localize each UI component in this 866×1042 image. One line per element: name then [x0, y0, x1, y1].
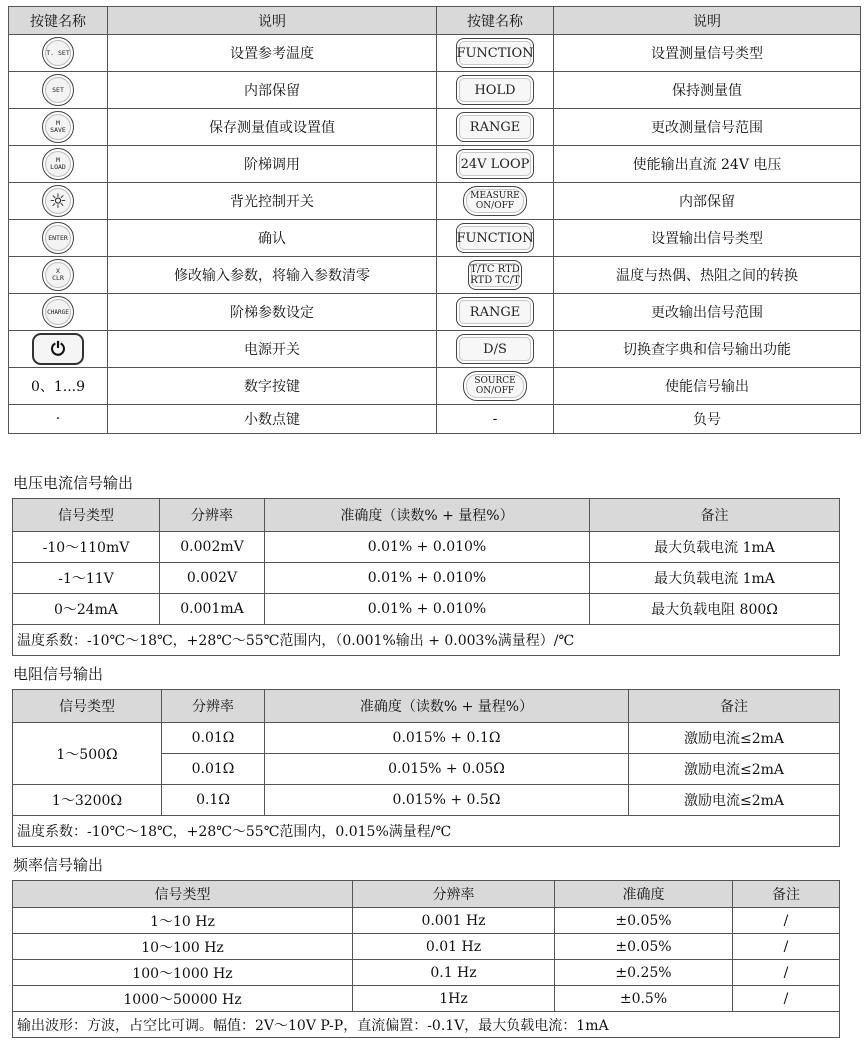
tset-key-icon: T. SET [42, 37, 74, 69]
tc-rtd-key-icon: T/TC RTD RTD TC/T [468, 260, 522, 290]
header-accuracy: 准确度（读数% + 量程%） [265, 499, 590, 532]
table-row [9, 331, 861, 368]
remark-cell: / [733, 934, 840, 960]
header-signal-type: 信号类型 [13, 499, 160, 532]
key-description: 电源开关 [108, 331, 437, 368]
decimal-key-label: · [9, 405, 108, 434]
24v-loop-key-icon: 24V LOOP [456, 149, 534, 179]
key-description: 使能输出直流 24V 电压 [554, 146, 861, 183]
table-row [13, 563, 840, 594]
signal-type-cell: 10～100 Hz [13, 934, 353, 960]
table-row [13, 986, 840, 1012]
key-description: 设置参考温度 [108, 35, 437, 72]
resistance-header-row [13, 690, 840, 723]
accuracy-cell: ±0.05% [555, 908, 733, 934]
resistance-section-title: 电阻信号输出 [13, 665, 104, 683]
accuracy-cell: 0.01% + 0.010% [265, 563, 590, 594]
table-row [9, 294, 861, 331]
function-key-icon: FUNCTION [456, 38, 534, 68]
table-row [9, 72, 861, 109]
resolution-cell: 0.01Ω [162, 754, 265, 785]
accuracy-cell: 0.01% + 0.010% [265, 532, 590, 563]
keys-header-row [9, 7, 861, 35]
key-description: 保持测量值 [554, 72, 861, 109]
header-description: 说明 [554, 7, 861, 35]
measure-onoff-key-icon: MEASURE ON/OFF [463, 186, 527, 216]
key-description: 确认 [108, 220, 437, 257]
key-description: 更改输出信号范围 [554, 294, 861, 331]
ds-key-icon: D/S [456, 334, 534, 364]
voltage-header-row [13, 499, 840, 532]
remark-cell: 最大负载电流 1mA [590, 563, 840, 594]
key-description: 使能信号输出 [554, 368, 861, 405]
signal-type-cell: -10～110mV [13, 532, 160, 563]
key-description: 更改测量信号范围 [554, 109, 861, 146]
footnote-row [13, 816, 840, 847]
accuracy-cell: 0.01% + 0.010% [265, 594, 590, 625]
resistance-table [12, 689, 840, 847]
table-row [13, 723, 840, 754]
voltage-section-title: 电压电流信号输出 [13, 474, 134, 492]
accuracy-cell: 0.015% + 0.05Ω [265, 754, 629, 785]
footnote-row [13, 1012, 840, 1038]
accuracy-cell: ±0.25% [555, 960, 733, 986]
load-key-icon: M LOAD [42, 148, 74, 180]
remark-cell: 激励电流≤2mA [629, 723, 840, 754]
key-description: 阶梯调用 [108, 146, 437, 183]
save-key-icon: M SAVE [42, 111, 74, 143]
key-description: 内部保留 [108, 72, 437, 109]
remark-cell: 激励电流≤2mA [629, 754, 840, 785]
accuracy-cell: 0.015% + 0.5Ω [265, 785, 629, 816]
footnote-row [13, 625, 840, 656]
resolution-cell: 0.001mA [160, 594, 265, 625]
range-key-icon: RANGE [456, 297, 534, 327]
key-description: 数字按键 [108, 368, 437, 405]
header-accuracy: 准确度 [555, 881, 733, 908]
minus-key-label: - [437, 405, 554, 434]
key-description: 阶梯参数设定 [108, 294, 437, 331]
table-row [9, 368, 861, 405]
table-row [9, 220, 861, 257]
table-row [13, 908, 840, 934]
set-key-icon: SET [42, 74, 74, 106]
resolution-cell: 0.1 Hz [353, 960, 555, 986]
key-description: 背光控制开关 [108, 183, 437, 220]
charge-key-icon: CHARGE [42, 296, 74, 328]
table-row [13, 934, 840, 960]
signal-type-cell: 1000～50000 Hz [13, 986, 353, 1012]
table-row [13, 594, 840, 625]
range-key-icon: RANGE [456, 112, 534, 142]
frequency-section-title: 频率信号输出 [13, 856, 104, 874]
resolution-cell: 0.001 Hz [353, 908, 555, 934]
key-description: 设置测量信号类型 [554, 35, 861, 72]
accuracy-cell: ±0.5% [555, 986, 733, 1012]
header-remark: 备注 [590, 499, 840, 532]
header-remark: 备注 [629, 690, 840, 723]
remark-cell: 最大负载电流 1mA [590, 532, 840, 563]
resolution-cell: 1Hz [353, 986, 555, 1012]
keys-table [8, 6, 861, 434]
temperature-coefficient-note: 温度系数：-10℃～18℃，+28℃～55℃范围内，（0.001%输出 + 0.003%满量程）/℃ [13, 625, 840, 656]
accuracy-cell: 0.015% + 0.1Ω [265, 723, 629, 754]
key-description: 切换查字典和信号输出功能 [554, 331, 861, 368]
signal-type-cell: 100～1000 Hz [13, 960, 353, 986]
remark-cell: / [733, 908, 840, 934]
number-keys-label: 0、1...9 [9, 368, 108, 405]
table-row [9, 405, 861, 434]
output-waveform-note: 输出波形：方波，占空比可调。幅值：2V～10V P-P，直流偏置：-0.1V，最大负载电流：1mA [13, 1012, 840, 1038]
backlight-key-icon: ☼ [42, 185, 74, 217]
resolution-cell: 0.01Ω [162, 723, 265, 754]
accuracy-cell: ±0.05% [555, 934, 733, 960]
key-description: 负号 [554, 405, 861, 434]
remark-cell: 最大负载电阻 800Ω [590, 594, 840, 625]
remark-cell: 激励电流≤2mA [629, 785, 840, 816]
clear-key-icon: X CLR [42, 259, 74, 291]
key-description: 小数点键 [108, 405, 437, 434]
header-signal-type: 信号类型 [13, 690, 162, 723]
resolution-cell: 0.1Ω [162, 785, 265, 816]
header-accuracy: 准确度（读数% + 量程%） [265, 690, 629, 723]
resolution-cell: 0.002V [160, 563, 265, 594]
hold-key-icon: HOLD [456, 75, 534, 105]
enter-key-icon: ENTER [42, 222, 74, 254]
frequency-table [12, 880, 840, 1038]
signal-type-cell: -1～11V [13, 563, 160, 594]
function-key-icon: FUNCTION [456, 223, 534, 253]
key-description: 温度与热偶、热阻之间的转换 [554, 257, 861, 294]
table-row [13, 785, 840, 816]
header-resolution: 分辨率 [353, 881, 555, 908]
header-remark: 备注 [733, 881, 840, 908]
frequency-header-row [13, 881, 840, 908]
signal-type-cell: 1～10 Hz [13, 908, 353, 934]
source-onoff-key-icon: SOURCE ON/OFF [463, 371, 527, 401]
header-resolution: 分辨率 [160, 499, 265, 532]
signal-type-cell: 1～3200Ω [13, 785, 162, 816]
power-key-icon: ⏻ [32, 333, 84, 365]
table-row [9, 35, 861, 72]
table-row [13, 960, 840, 986]
remark-cell: / [733, 960, 840, 986]
remark-cell: / [733, 986, 840, 1012]
key-description: 修改输入参数，将输入参数清零 [108, 257, 437, 294]
resolution-cell: 0.01 Hz [353, 934, 555, 960]
header-resolution: 分辨率 [162, 690, 265, 723]
signal-type-cell: 1～500Ω [13, 723, 162, 785]
key-description: 内部保留 [554, 183, 861, 220]
key-description: 保存测量值或设置值 [108, 109, 437, 146]
temperature-coefficient-note: 温度系数：-10℃～18℃，+28℃～55℃范围内，0.015%满量程/℃ [13, 816, 840, 847]
table-row [9, 183, 861, 220]
resolution-cell: 0.002mV [160, 532, 265, 563]
table-row [13, 532, 840, 563]
signal-type-cell: 0～24mA [13, 594, 160, 625]
header-description: 说明 [108, 7, 437, 35]
table-row [9, 146, 861, 183]
key-description: 设置输出信号类型 [554, 220, 861, 257]
table-row [9, 257, 861, 294]
voltage-table [12, 498, 840, 656]
header-signal-type: 信号类型 [13, 881, 353, 908]
header-key-name: 按键名称 [9, 7, 108, 35]
header-key-name: 按键名称 [437, 7, 554, 35]
table-row [9, 109, 861, 146]
